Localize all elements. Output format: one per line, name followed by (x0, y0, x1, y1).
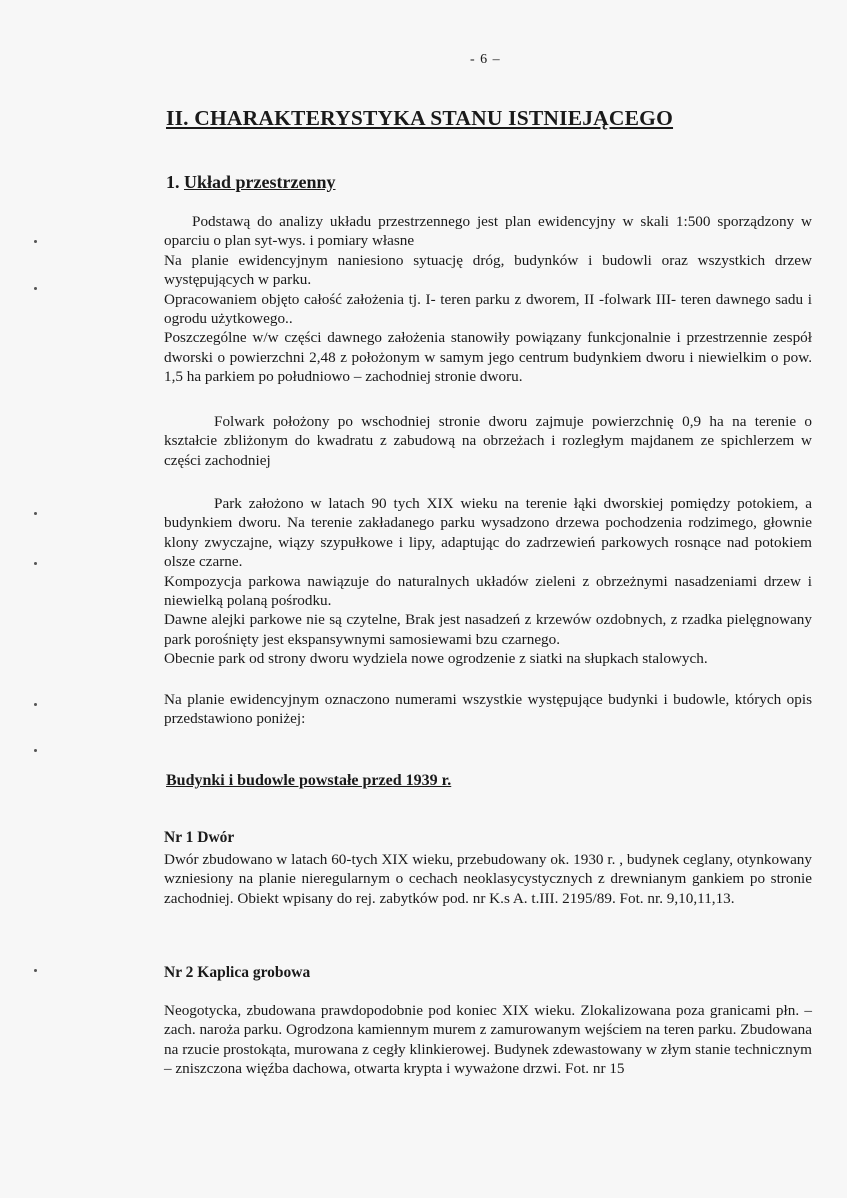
paragraph: Poszczególne w/w części dawnego założenia stanowiły powiązany funkcjonalnie i przestrzennie zespół dworski o powierzchni 2,48 z położonym w samym jego centrum budynkiem dworu i niewielkim o pow. 1,5 ha parkiem po południowo – zachodniej stronie dworu. (164, 329, 812, 386)
paragraph: Na planie ewidencyjnym oznaczono numerami wszystkie występujące budynki i budowle, których opis przedstawiono poniżej: (164, 691, 812, 728)
paragraph: Park założono w latach 90 tych XIX wieku na terenie łąki dworskiej pomiędzy potokiem, a budynkiem dworu. Na terenie zakładanego parku wysadzono drzewa pochodzenia rodzimego, głownie klony zwyczajne, wiązy szypułkowe i lipy, adaptując do zadrzewień parkowych rosnące nad potokiem olsze czarne. (164, 495, 812, 571)
scan-speck (34, 512, 37, 515)
item-text-nr1 (164, 850, 812, 908)
paragraph: Dwór zbudowano w latach 60-tych XIX wieku, przebudowany ok. 1930 r. , budynek ceglany, otynkowany wzniesiony na planie nieregularnym o cechach neoklasycystycznych z drewnianym gankiem po stronie zachodniej. Obiekt wpisany do rej. zabytków pod. nr K.s A. t.III. 2195/89. Fot. nr. 9,10,11,13. (164, 851, 812, 907)
section-number: 1. (166, 172, 180, 192)
paragraph-block-layout (164, 212, 812, 387)
scan-speck (34, 287, 37, 290)
paragraph-block-park (164, 494, 812, 669)
paragraph: Opracowaniem objęto całość założenia tj. I- teren parku z dworem, II -folwark III- teren dawnego sadu i ogrodu użytkowego.. (164, 290, 812, 328)
section-title: Układ przestrzenny (184, 172, 336, 192)
page-number: - 6 – (470, 52, 501, 67)
paragraph: Obecnie park od strony dworu wydziela nowe ogrodzenie z siatki na słupkach stalowych. (164, 650, 708, 668)
paragraph: Dawne alejki parkowe nie są czytelne, Brak jest nasadzeń z krzewów ozdobnych, z rzadka pielęgnowany park porośnięty jest ekspansywnymi samosiewami bzu czarnego. (164, 611, 812, 648)
scan-speck (34, 240, 37, 243)
paragraph: Kompozycja parkowa nawiązuje do naturalnych układów zieleni z obrzeżnymi nasadzeniami drzew i niewielką polaną pośrodku. (164, 572, 812, 610)
paragraph: Folwark położony po wschodniej stronie dworu zajmuje powierzchnię 0,9 ha na terenie o kształcie zbliżonym do kwadratu z zabudową na obrzeżach i rozległym majdanem ze spichlerzem w części zachodniej (164, 413, 812, 469)
scan-speck (34, 703, 37, 706)
subsection-heading: Budynki i budowle powstałe przed 1939 r. (166, 772, 452, 789)
paragraph: Podstawą do analizy układu przestrzennego jest plan ewidencyjny w skali 1:500 sporządzony w oparciu o plan syt-wys. i pomiary własne (164, 213, 812, 250)
item-heading-nr1: Nr 1 Dwór (164, 829, 235, 846)
paragraph-block-folwark (164, 412, 812, 470)
paragraph: Na planie ewidencyjnym naniesiono sytuację dróg, budynków i budowli oraz wszystkich drzew występujących w parku. (164, 251, 812, 289)
paragraph: Neogotycka, zbudowana prawdopodobnie pod koniec XIX wieku. Zlokalizowana poza granicami płn. – zach. naroża parku. Ogrodzona kamiennym murem z zamurowanym wejściem na teren parku. Zbudowana na rzucie prostokąta, murowana z cegły klinkierowej. Budynek zdewastowany w złym stanie technicznym – zniszczona więźba dachowa, otwarta krypta i wyważone drzwi. Fot. nr 15 (164, 1002, 812, 1078)
scan-speck (34, 749, 37, 752)
chapter-heading: II. CHARAKTERYSTYKA STANU ISTNIEJĄCEGO (166, 106, 674, 130)
scan-speck (34, 562, 37, 565)
item-text-nr2 (164, 1001, 812, 1079)
item-heading-nr2: Nr 2 Kaplica grobowa (164, 964, 311, 981)
scan-speck (34, 969, 37, 972)
section-heading (166, 172, 336, 193)
paragraph-block-buildings-intro (164, 690, 812, 729)
